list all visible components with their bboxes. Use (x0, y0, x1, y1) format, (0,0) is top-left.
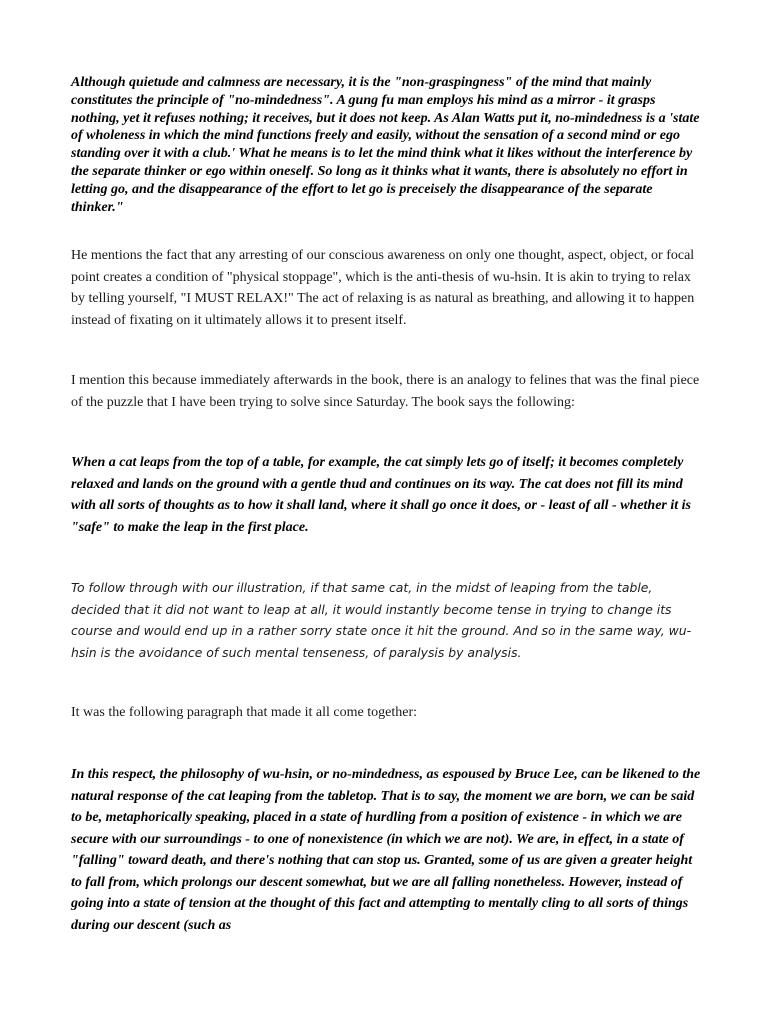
quote-no-graspingness-paragraph: Although quietude and calmness are necessary, it is the "non-graspingness" of the mind that mainly constitutes the principle of "no-mindedness". A gung fu man employs his mind as a mirror - it grasps nothing, yet it refuses nothing; it receives, but it does not keep. As Alan Watts put it, no-mindedness is a 'state of wholeness in which the mind functions freely and easily, without the sensation of a second mind or ego standing over it with a club.' What he means is to let the mind think what it likes without the interference by the separate thinker or ego within oneself. So long as it thinks what it wants, there is absolutely no effort in letting go, and the disappearance of the effort to let go is preceisely the disappearance of the separate thinker." (71, 75, 700, 215)
quote-falling-toward-death-paragraph: In this respect, the philosophy of wu-hsin, or no-mindedness, as espoused by Bruce Lee, can be likened to the natural response of the cat leaping from the tabletop. That is to say, the moment we are born, we can be said to be, metaphorically speaking, placed in a state of hurdling from a position of existence - in which we are secure with our surroundings - to one of nonexistence (in which we are not). We are, in effect, in a state of "falling" toward death, and there's nothing that can stop us. Granted, some of us are given a greater height to fall from, which prolongs our descent somewhat, but we are all falling nonetheless. However, instead of going into a state of tension at the thought of this fact and attempting to mentally cling to all sorts of things during our descent (such as (71, 767, 701, 933)
illustration-followthrough-paragraph: To follow through with our illustration, if that same cat, in the midst of leaping from the table, decided that it did not want to leap at all, it would instantly become tense in trying to change its course and would end up in a rather sorry state once it hit the ground. And so in the same way, wu-hsin is the avoidance of such mental tenseness, of paralysis by analysis. (71, 580, 692, 660)
following-paragraph-intro: It was the following paragraph that made it all come together: (71, 705, 417, 720)
physical-stoppage-paragraph: He mentions the fact that any arresting of our conscious awareness on only one thought, aspect, object, or focal point creates a condition of "physical stoppage", which is the anti-thesis of wu-hsin. It is akin to trying to relax by telling yourself, "I MUST RELAX!" The act of relaxing is as natural as breathing, and allowing it to happen instead of fixating on it ultimately allows it to present itself. (71, 248, 695, 328)
feline-analogy-intro-paragraph: I mention this because immediately afterwards in the book, there is an analogy to felines that was the final piece of the puzzle that I have been trying to solve since Saturday. The book says the following: (71, 373, 700, 410)
quote-cat-leaps-paragraph: When a cat leaps from the top of a table, for example, the cat simply lets go of itself; it becomes completely relaxed and lands on the ground with a gentle thud and continues on its way. The cat does not fill its mind with all sorts of thoughts as to how it shall land, where it shall go once it does, or - least of all - whether it is "safe" to make the leap in the first place. (71, 455, 691, 535)
